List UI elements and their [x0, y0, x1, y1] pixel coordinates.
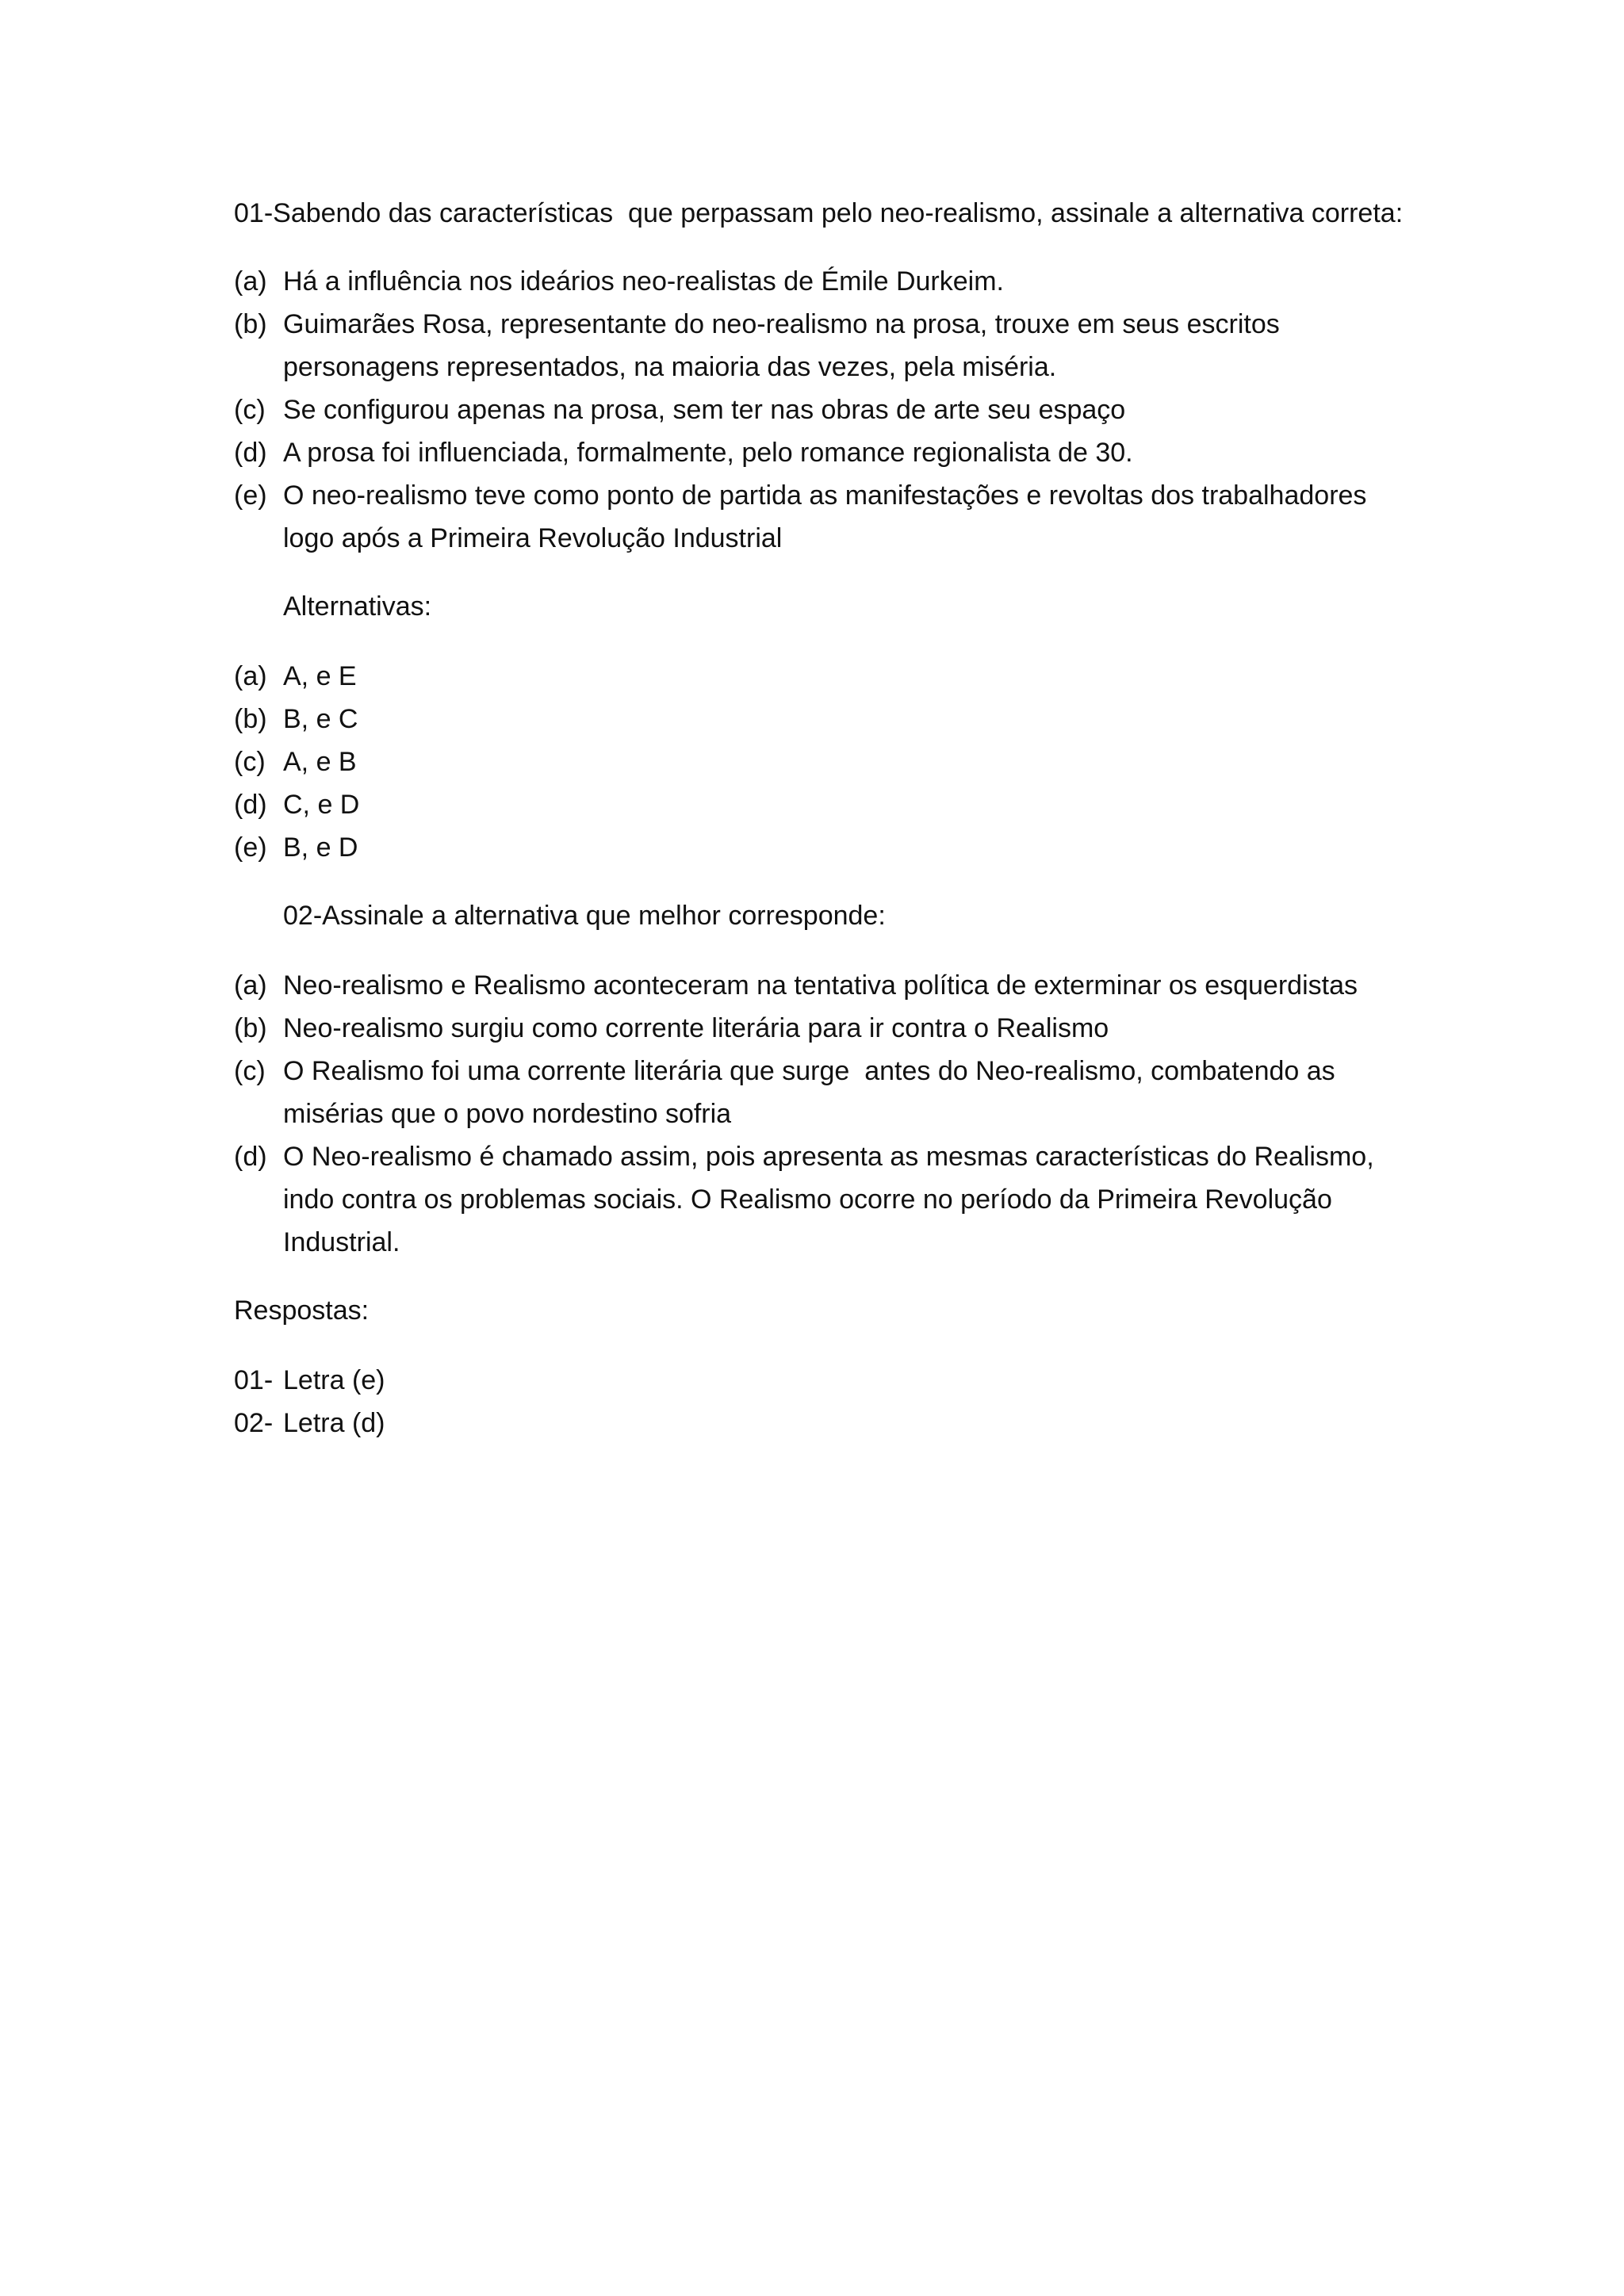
document-content	[234, 192, 1408, 1445]
answer-marker: 02-	[234, 1408, 274, 1438]
alternative-text: C, e D	[283, 790, 360, 820]
alternative-text: B, e D	[283, 832, 358, 863]
answer-text: Letra (d)	[283, 1408, 385, 1438]
spacer	[234, 560, 1408, 585]
option-marker: (c)	[234, 395, 266, 425]
question-1-alternatives	[234, 655, 1408, 869]
answer-text: Letra (e)	[283, 1365, 385, 1395]
alternative-marker: (c)	[234, 747, 266, 777]
question-2-option-c	[234, 1050, 1408, 1135]
option-text: O neo-realismo teve como ponto de partida as manifestações e revoltas dos trabalhadores logo após a Primeira Revolução Industrial	[283, 480, 1374, 553]
option-marker: (a)	[234, 266, 267, 297]
alternative-marker: (d)	[234, 790, 267, 820]
alternatives-label: Alternativas:	[283, 591, 432, 622]
alternative-text: B, e C	[283, 704, 358, 734]
spacer	[234, 1264, 1408, 1289]
option-marker: (b)	[234, 1013, 267, 1043]
spacer	[234, 937, 1408, 964]
option-marker: (d)	[234, 438, 267, 468]
alternative-d	[234, 783, 1408, 826]
question-1-option-e	[234, 474, 1408, 560]
alternative-text: A, e B	[283, 747, 357, 777]
answer-02	[234, 1402, 1408, 1445]
alternative-e	[234, 826, 1408, 869]
option-text: Se configurou apenas na prosa, sem ter nas obras de arte seu espaço	[283, 395, 1126, 425]
answers-list	[234, 1359, 1408, 1445]
alternative-c	[234, 740, 1408, 783]
alternative-marker: (a)	[234, 661, 267, 691]
answer-marker: 01-	[234, 1365, 274, 1395]
option-text: Neo-realismo surgiu como corrente literária para ir contra o Realismo	[283, 1013, 1109, 1043]
question-1-option-b	[234, 303, 1408, 388]
question-2-option-d	[234, 1135, 1408, 1264]
spacer	[234, 628, 1408, 655]
option-text: Há a influência nos ideários neo-realistas de Émile Durkeim.	[283, 266, 1004, 297]
answers-label: Respostas:	[234, 1295, 370, 1326]
question-1-option-c	[234, 388, 1408, 431]
question-2-option-a	[234, 964, 1408, 1007]
question-2-prompt: 02-Assinale a alternativa que melhor corresponde:	[283, 901, 886, 931]
option-text: Guimarães Rosa, representante do neo-realismo na prosa, trouxe em seus escritos personagens representados, na maioria das vezes, pela miséria.	[283, 309, 1288, 382]
option-marker: (b)	[234, 309, 267, 339]
spacer	[234, 1332, 1408, 1359]
alternative-marker: (b)	[234, 704, 267, 734]
option-marker: (c)	[234, 1056, 266, 1086]
question-2-option-b	[234, 1007, 1408, 1050]
option-marker: (a)	[234, 970, 267, 1001]
option-text: A prosa foi influenciada, formalmente, pelo romance regionalista de 30.	[283, 438, 1133, 468]
spacer	[234, 235, 1408, 260]
option-text: Neo-realismo e Realismo aconteceram na tentativa política de exterminar os esquerdistas	[283, 970, 1358, 1001]
question-1-option-d	[234, 431, 1408, 474]
question-1-option-a	[234, 260, 1408, 303]
question-2-options	[234, 964, 1408, 1264]
question-1-prompt: 01-Sabendo das características que perpassam pelo neo-realismo, assinale a alternativa correta:	[234, 198, 1404, 228]
option-text: O Neo-realismo é chamado assim, pois apresenta as mesmas características do Realismo, indo contra os problemas sociais. O Realismo ocorre no período da Primeira Revolução Industrial.	[283, 1142, 1382, 1257]
alternative-marker: (e)	[234, 832, 267, 863]
alternative-text: A, e E	[283, 661, 357, 691]
spacer	[234, 869, 1408, 894]
question-1-options	[234, 260, 1408, 560]
option-marker: (e)	[234, 480, 267, 511]
alternative-b	[234, 698, 1408, 740]
option-marker: (d)	[234, 1142, 267, 1172]
alternative-a	[234, 655, 1408, 698]
option-text: O Realismo foi uma corrente literária que surge antes do Neo-realismo, combatendo as misérias que o povo nordestino sofria	[283, 1056, 1343, 1129]
answer-01	[234, 1359, 1408, 1402]
